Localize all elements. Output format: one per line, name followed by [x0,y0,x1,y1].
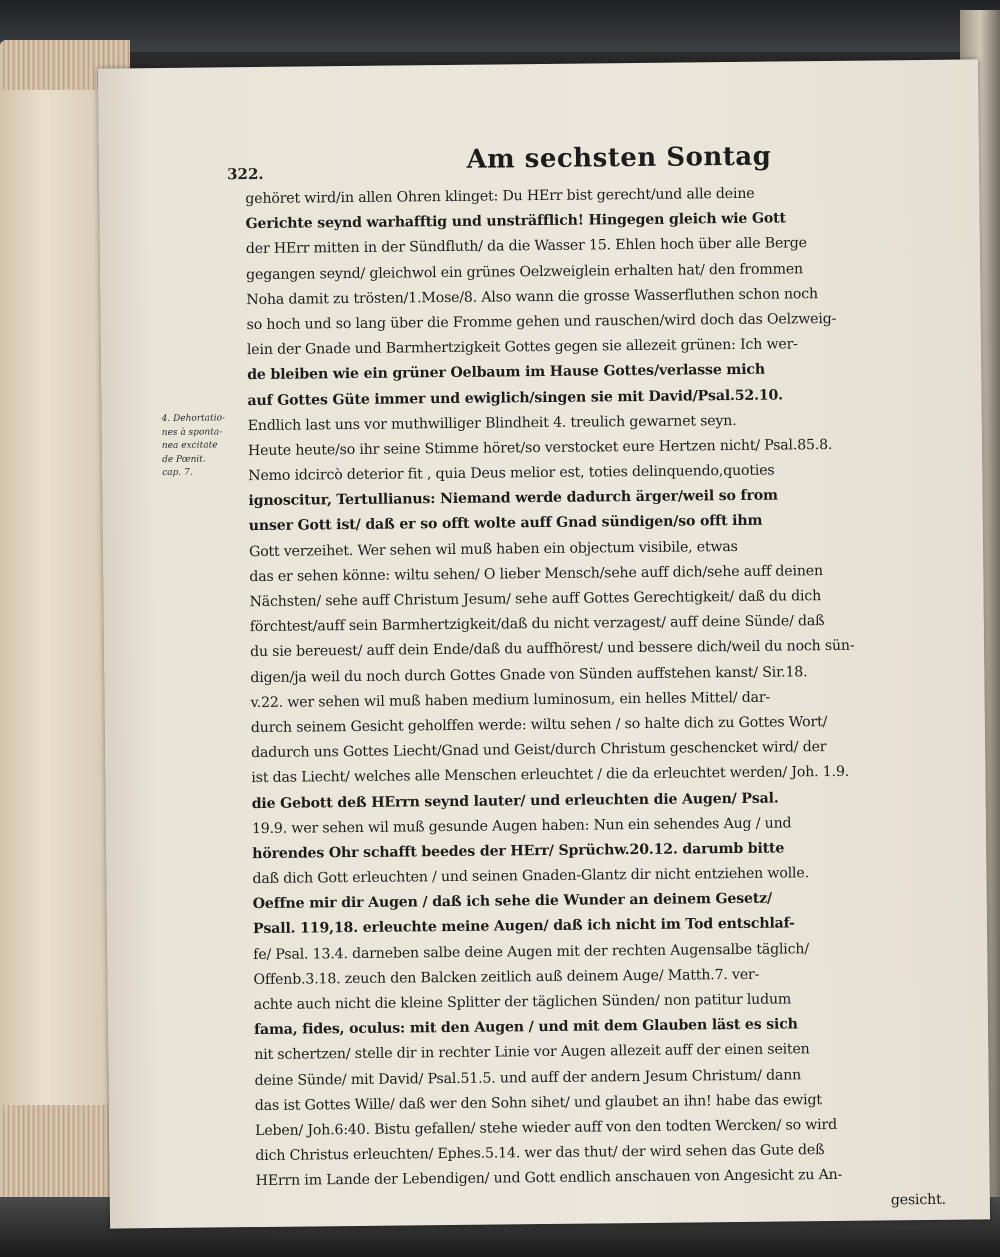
text-line: gehöret wird/in allen Ohren klinget: Du HErr bist gerecht/und alle deine [245,185,755,208]
text-line: fe/ Psal. 13.4. darneben salbe deine Augen mit der rechten Augensalbe täglich/ [253,940,809,963]
text-line: das er sehen könne: wiltu sehen/ O lieber Mensch/sehe auff dich/sehe auff deinen [249,562,823,585]
text-line: auf Gottes Güte immer und ewiglich/singen sie mit David/Psal.52.10. [247,386,783,409]
text-line: deine Sünde/ mit David/ Psal.51.5. und auff der andern Jesum Christum/ dann [254,1066,802,1089]
text-line: lein der Gnade und Barmhertzigkeit Gottes gegen sie allezeit grünen: Ich wer- [246,336,798,359]
text-line: ignoscitur, Tertullianus: Niemand werde dadurch ärger/weil so from [248,487,778,510]
text-line: du sie bereuest/ auff dein Ende/daß du auffhörest/ und bessere dich/weil du noch sün- [249,638,855,661]
text-line: fama, fides, oculus: mit den Augen / und mit dem Glauben läst es sich [253,1016,798,1039]
text-line: Gott verzeihet. Wer sehen wil muß haben ein objectum visibile, etwas [248,538,738,560]
text-line: gesicht. [890,1191,946,1208]
text-line: digen/ja weil du noch durch Gottes Gnade von Sünden auffstehen kanst/ Sir.18. [250,663,808,686]
margin-note [162,412,251,480]
margin-note-line: nes à sponta- [161,426,223,438]
text-line: 19.9. wer sehen wil muß gesunde Augen haben: Nun ein sehendes Aug / und [251,815,792,837]
photo-background-top [0,0,1000,52]
running-head: Am sechsten Sontag [466,141,772,175]
text-line: ist das Liecht/ welches alle Menschen erleuchtet / die da erleuchtet werden/ Joh. 1.9. [251,764,850,787]
text-line: v.22. wer sehen wil muß haben medium luminosum, ein helles Mittel/ dar- [250,689,771,711]
text-line: Offenb.3.18. zeuch den Balcken zeitlich auß deinem Auge/ Matth.7. ver- [253,966,760,988]
text-line: Endlich last uns vor muthwilliger Blindheit 4. treulich gewarnet seyn. [247,412,737,434]
margin-note-line: nea excitate [161,440,218,451]
text-line: unser Gott ist/ daß er so offt wolte auff Gnad sündigen/so offt ihm [248,513,763,535]
text-line: Leben/ Joh.6:40. Bistu gefallen/ stehe wieder auff von den todten Wercken/ so wird [255,1116,838,1139]
text-line: die Gebott deß HErrn seynd lauter/ und erleuchten die Augen/ Psal. [251,790,779,812]
page-number: 322. [226,164,264,184]
text-line: durch seinem Gesicht geholffen werde: wiltu sehen / so halte dich zu Gottes Wort/ [250,713,828,737]
text-line: hörendes Ohr schafft beedes der HErr/ Sprüchw.20.12. darumb bitte [252,840,785,862]
text-line: Oeffne mir dir Augen / daß ich sehe die Wunder an deinem Gesetz/ [252,890,773,913]
left-page-edges [0,90,109,1105]
text-line: das ist Gottes Wille/ daß wer den Sohn sihet/ und glaubet an ihn! habe das ewigt [254,1091,822,1114]
text-line: Heute heute/so ihr seine Stimme höret/so verstocket eure Hertzen nicht/ Psal.85.8. [247,436,833,459]
margin-note-line: cap. 7. [162,467,193,478]
text-line: so hoch und so lang über die Fromme gehen und rauschen/wird doch das Oelzweig- [246,310,837,334]
text-line: dadurch uns Gottes Liecht/Gnad und Geist/durch Christum geschencket wird/ der [251,739,827,762]
margin-note-line: 4. Dehortatio- [161,413,226,424]
text-line: HErrn im Lande der Lebendigen/ und Gott endlich anschauen von Angesicht zu An- [255,1167,843,1190]
book-page [98,59,990,1228]
text-line: der HErr mitten in der Sündfluth/ da die Wasser 15. Ehlen hoch über alle Berge [245,235,807,258]
text-line: Nächsten/ sehe auff Christum Jesum/ sehe auff Gottes Gerechtigkeit/ daß du dich [249,588,822,611]
text-line: förchtest/auff sein Barmhertzigkeit/daß du nicht verzagest/ auff deine Sünde/ daß [249,613,825,636]
body-text [245,180,946,1220]
text-line: Nemo idcircò deterior fit , quia Deus melior est, toties delinquendo,quoties [248,462,775,485]
text-line: gegangen seynd/ gleichwol ein grünes Oelzweiglein erhalten hat/ den frommen [246,260,804,283]
margin-note-line: de Pœnit. [161,454,206,465]
text-line: nit schertzen/ stelle dir in rechter Linie vor Augen allezeit auff der einen seiten [254,1041,810,1064]
text-line: Psall. 119,18. erleuchte meine Augen/ daß ich nicht im Tod entschlaf- [252,915,795,938]
text-line: de bleiben wie ein grüner Oelbaum im Hause Gottes/verlasse mich [247,361,766,384]
text-line: dich Christus erleuchten/ Ephes.5.14. wer das thut/ der wird sehen das Gute deß [255,1142,825,1165]
text-line: Gerichte seynd warhafftig und unsträfflich! Hingegen gleich wie Gott [245,210,786,233]
text-line: daß dich Gott erleuchten / und seinen Gnaden-Glantz dir nicht entziehen wolle. [252,865,809,888]
text-line: achte auch nicht die kleine Splitter der täglichen Sünden/ non patitur ludum [253,991,792,1014]
text-line: Noha damit zu trösten/1.Mose/8. Also wann die grosse Wasserfluthen schon noch [246,285,818,308]
